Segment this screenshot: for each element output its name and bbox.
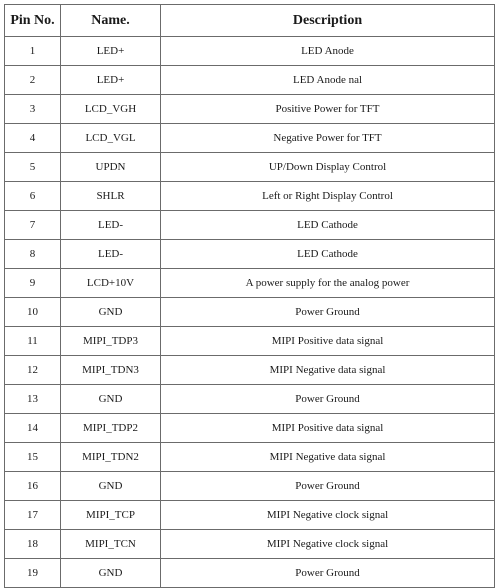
pin-name-cell: SHLR bbox=[61, 182, 161, 211]
pin-number-cell: 19 bbox=[5, 559, 61, 588]
table-row bbox=[5, 124, 495, 153]
pin-assignment-table bbox=[4, 4, 495, 588]
pin-number-cell: 1 bbox=[5, 37, 61, 66]
pin-number-cell: 13 bbox=[5, 385, 61, 414]
pin-name-cell: MIPI_TCP bbox=[61, 501, 161, 530]
table-row bbox=[5, 414, 495, 443]
table-row bbox=[5, 530, 495, 559]
pin-number-cell: 4 bbox=[5, 124, 61, 153]
pin-description-cell: Power Ground bbox=[161, 385, 495, 414]
header-pin-no: Pin No. bbox=[5, 5, 61, 37]
pin-number-cell: 15 bbox=[5, 443, 61, 472]
table-row bbox=[5, 66, 495, 95]
pin-description-cell: Power Ground bbox=[161, 559, 495, 588]
pin-name-cell: LED+ bbox=[61, 37, 161, 66]
pin-number-cell: 17 bbox=[5, 501, 61, 530]
table-row bbox=[5, 472, 495, 501]
table-row bbox=[5, 327, 495, 356]
pin-description-cell: LED Anode bbox=[161, 37, 495, 66]
pin-name-cell: MIPI_TCN bbox=[61, 530, 161, 559]
pin-description-cell: MIPI Positive data signal bbox=[161, 414, 495, 443]
pin-number-cell: 6 bbox=[5, 182, 61, 211]
pin-description-cell: MIPI Negative clock signal bbox=[161, 501, 495, 530]
pin-number-cell: 10 bbox=[5, 298, 61, 327]
pin-description-cell: Negative Power for TFT bbox=[161, 124, 495, 153]
table-row bbox=[5, 269, 495, 298]
pin-number-cell: 12 bbox=[5, 356, 61, 385]
pin-name-cell: GND bbox=[61, 472, 161, 501]
pin-name-cell: LCD+10V bbox=[61, 269, 161, 298]
table-row bbox=[5, 501, 495, 530]
pin-name-cell: GND bbox=[61, 385, 161, 414]
pin-description-cell: MIPI Positive data signal bbox=[161, 327, 495, 356]
pin-number-cell: 5 bbox=[5, 153, 61, 182]
table-row bbox=[5, 153, 495, 182]
pin-name-cell: MIPI_TDP3 bbox=[61, 327, 161, 356]
pin-description-cell: MIPI Negative data signal bbox=[161, 443, 495, 472]
table-row bbox=[5, 298, 495, 327]
pin-description-cell: Left or Right Display Control bbox=[161, 182, 495, 211]
pin-name-cell: GND bbox=[61, 559, 161, 588]
table-row bbox=[5, 559, 495, 588]
pin-description-cell: LED Cathode bbox=[161, 240, 495, 269]
pin-description-cell: LED Anode nal bbox=[161, 66, 495, 95]
table-body bbox=[5, 37, 495, 588]
table-row bbox=[5, 385, 495, 414]
pin-number-cell: 3 bbox=[5, 95, 61, 124]
pin-number-cell: 8 bbox=[5, 240, 61, 269]
pin-name-cell: MIPI_TDN2 bbox=[61, 443, 161, 472]
pin-name-cell: LED- bbox=[61, 240, 161, 269]
pin-number-cell: 16 bbox=[5, 472, 61, 501]
table-row bbox=[5, 356, 495, 385]
pin-number-cell: 18 bbox=[5, 530, 61, 559]
pin-name-cell: MIPI_TDP2 bbox=[61, 414, 161, 443]
pin-description-cell: MIPI Negative clock signal bbox=[161, 530, 495, 559]
table-row bbox=[5, 37, 495, 66]
pin-number-cell: 9 bbox=[5, 269, 61, 298]
pin-name-cell: MIPI_TDN3 bbox=[61, 356, 161, 385]
header-description: Description bbox=[161, 5, 495, 37]
table-row bbox=[5, 240, 495, 269]
pin-name-cell: LCD_VGL bbox=[61, 124, 161, 153]
table-row bbox=[5, 443, 495, 472]
table-row bbox=[5, 95, 495, 124]
pin-description-cell: LED Cathode bbox=[161, 211, 495, 240]
pin-description-cell: UP/Down Display Control bbox=[161, 153, 495, 182]
pin-description-cell: Power Ground bbox=[161, 472, 495, 501]
table-row bbox=[5, 211, 495, 240]
header-row bbox=[5, 5, 495, 37]
pin-number-cell: 11 bbox=[5, 327, 61, 356]
pin-number-cell: 14 bbox=[5, 414, 61, 443]
pin-number-cell: 7 bbox=[5, 211, 61, 240]
table-row bbox=[5, 182, 495, 211]
header-name: Name. bbox=[61, 5, 161, 37]
pin-name-cell: LCD_VGH bbox=[61, 95, 161, 124]
pin-description-cell: Positive Power for TFT bbox=[161, 95, 495, 124]
pin-description-cell: A power supply for the analog power bbox=[161, 269, 495, 298]
pin-name-cell: LED- bbox=[61, 211, 161, 240]
table-header bbox=[5, 5, 495, 37]
pin-description-cell: MIPI Negative data signal bbox=[161, 356, 495, 385]
pin-name-cell: UPDN bbox=[61, 153, 161, 182]
pin-number-cell: 2 bbox=[5, 66, 61, 95]
pin-name-cell: LED+ bbox=[61, 66, 161, 95]
pin-description-cell: Power Ground bbox=[161, 298, 495, 327]
pin-name-cell: GND bbox=[61, 298, 161, 327]
